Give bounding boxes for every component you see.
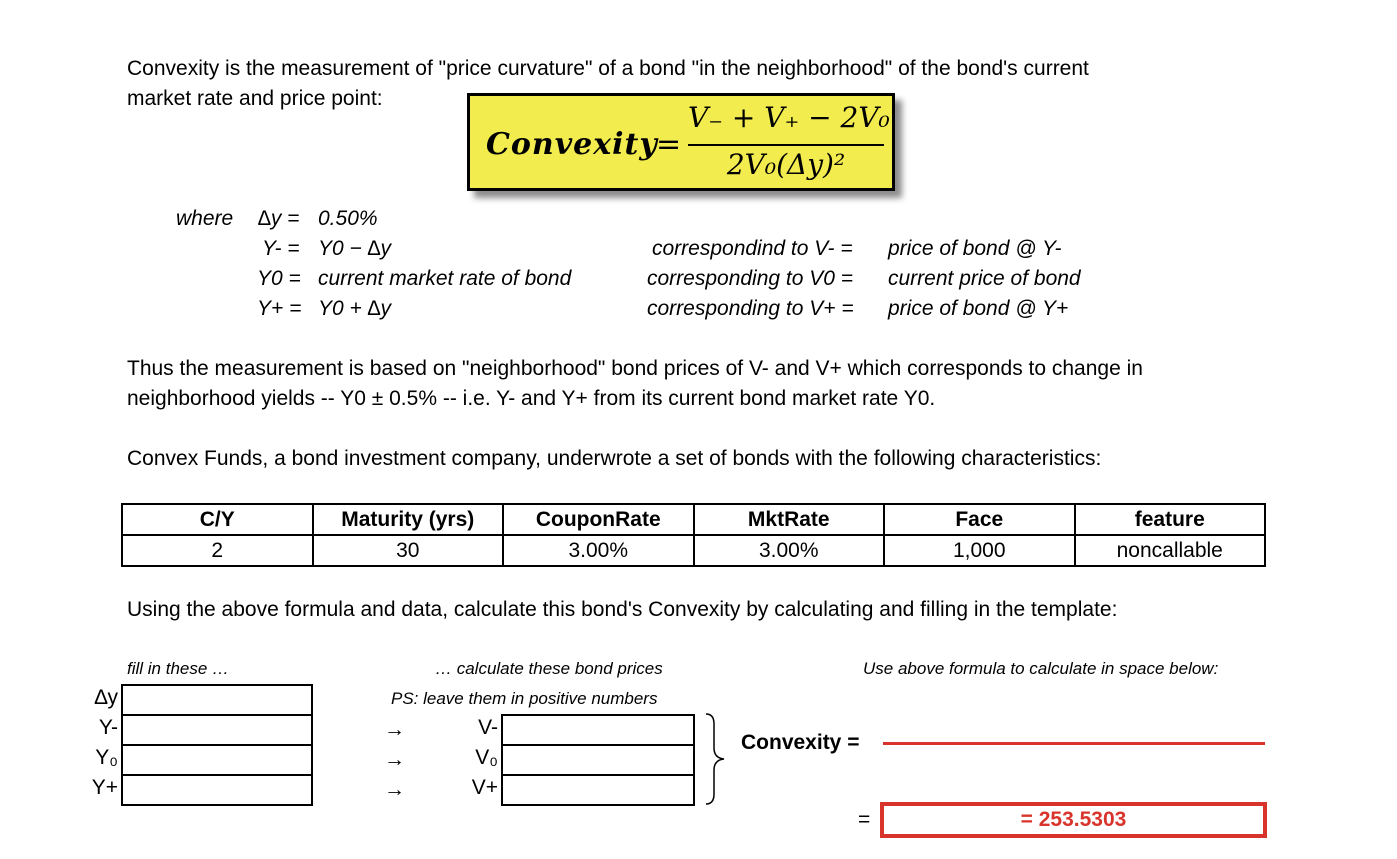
convexity-result-box[interactable]: = 253.5303 — [880, 802, 1267, 838]
def-value-y0: current market rate of bond — [318, 267, 572, 290]
def-label-yminus: Y- = — [262, 237, 300, 260]
right-brace-icon — [704, 712, 728, 806]
def-value-yminus: Y0 − ∆y — [318, 237, 391, 260]
table-row — [122, 535, 1265, 566]
result-equals: = — [858, 808, 871, 831]
header-maturity: Maturity (yrs) — [313, 504, 504, 535]
label-vminus: V- — [478, 716, 498, 739]
fill-hint: fill in these … — [127, 659, 230, 678]
ps-hint: PS: leave them in positive numbers — [391, 689, 658, 708]
company-text: Convex Funds, a bond investment company, underwrote a set of bonds with the following characteristics: — [127, 447, 1102, 470]
def-corr-vminus: correspondind to V- = — [652, 237, 853, 260]
cell-mktrate: 3.00% — [694, 535, 885, 566]
v0-input[interactable] — [501, 744, 695, 776]
def-corr-v0: corresponding to V0 = — [647, 267, 854, 290]
fraction-input-line[interactable] — [883, 742, 1265, 745]
def-corr-vplus: corresponding to V+ = — [647, 297, 854, 320]
cell-couponrate: 3.00% — [503, 535, 694, 566]
header-feature: feature — [1075, 504, 1266, 535]
fraction-bar — [688, 144, 884, 146]
formula-lhs: Convexity — [486, 127, 658, 162]
label-dy: ∆y — [94, 686, 118, 709]
vplus-input[interactable] — [501, 774, 695, 806]
thus-line-1: Thus the measurement is based on "neighborhood" bond prices of V- and V+ which corresponds to change in — [127, 357, 1143, 380]
def-value-yplus: Y0 + ∆y — [318, 297, 391, 320]
cell-maturity: 30 — [313, 535, 504, 566]
arrow-icon: → — [384, 718, 405, 741]
table-header-row — [122, 504, 1265, 535]
def-label-y0: Y0 = — [257, 267, 301, 290]
bond-characteristics-table — [121, 503, 1266, 567]
header-face: Face — [884, 504, 1075, 535]
yminus-input[interactable] — [121, 714, 313, 746]
intro-line-2: market rate and price point: — [127, 87, 383, 110]
instruction-text: Using the above formula and data, calculate this bond's Convexity by calculating and filling in the template: — [127, 598, 1118, 621]
def-desc-v0: current price of bond — [888, 267, 1081, 290]
label-y0: Y₀ — [95, 746, 118, 769]
dy-input[interactable] — [121, 684, 313, 716]
arrow-icon: → — [384, 778, 405, 801]
arrow-icon: → — [384, 748, 405, 771]
cell-face: 1,000 — [884, 535, 1075, 566]
formula-equals: = — [656, 127, 682, 162]
use-formula-hint: Use above formula to calculate in space below: — [863, 659, 1219, 678]
vminus-input[interactable] — [501, 714, 695, 746]
thus-line-2: neighborhood yields -- Y0 ± 0.5% -- i.e. Y- and Y+ from its current bond market rate Y0. — [127, 387, 936, 410]
cell-cy: 2 — [122, 535, 313, 566]
cell-feature: noncallable — [1075, 535, 1266, 566]
where-label: where — [176, 207, 234, 230]
dy-value: 0.50% — [318, 207, 378, 230]
label-vplus: V+ — [471, 776, 498, 799]
def-label-yplus: Y+ = — [257, 297, 302, 320]
header-cy: C/Y — [122, 504, 313, 535]
label-yminus: Y- — [98, 716, 118, 739]
header-mktrate: MktRate — [694, 504, 885, 535]
dy-label: ∆y = — [258, 207, 300, 230]
convexity-formula-box — [467, 93, 895, 191]
formula-numerator: V₋ + V₊ − 2V₀ — [688, 101, 890, 134]
convexity-label: Convexity = — [741, 731, 860, 754]
header-couponrate: CouponRate — [503, 504, 694, 535]
intro-line-1: Convexity is the measurement of "price curvature" of a bond "in the neighborhood" of the bond's current — [127, 57, 1089, 80]
yplus-input[interactable] — [121, 774, 313, 806]
y0-input[interactable] — [121, 744, 313, 776]
calc-hint: … calculate these bond prices — [435, 659, 663, 678]
label-yplus: Y+ — [91, 776, 118, 799]
formula-denominator: 2V₀(Δy)² — [726, 148, 846, 181]
def-desc-vplus: price of bond @ Y+ — [888, 297, 1069, 320]
label-v0: V₀ — [475, 746, 498, 769]
def-desc-vminus: price of bond @ Y- — [888, 237, 1062, 260]
